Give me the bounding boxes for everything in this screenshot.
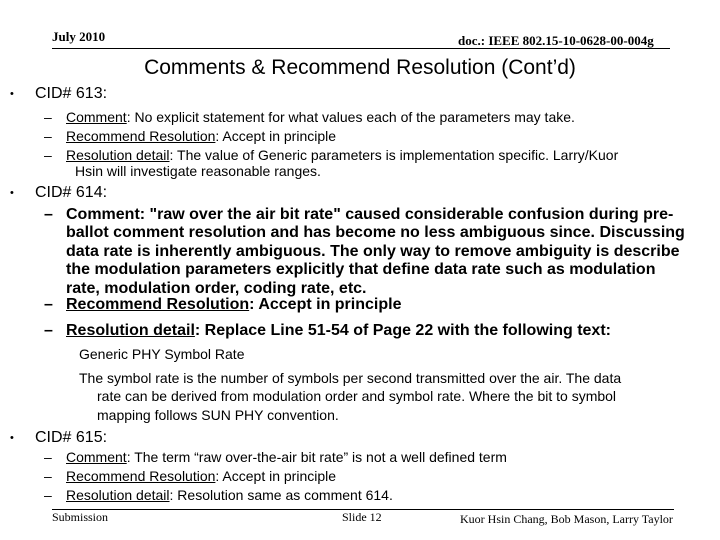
cid-615-heading: CID# 615:: [35, 429, 108, 446]
dash-615-detail: –: [44, 487, 52, 503]
cid-614-heading: CID# 614:: [35, 184, 108, 201]
dash-614-detail: –: [44, 322, 53, 339]
cid-613-heading: CID# 613:: [35, 85, 108, 102]
quote-line-1: The symbol rate is the number of symbols per second transmitted over the air. The data: [79, 370, 622, 386]
detail-text: : Replace Line 51-54 of Page 22 with the following text:: [194, 322, 611, 339]
dash-613-detail: –: [44, 147, 52, 163]
comment-label: Comment: [66, 109, 127, 125]
comment-text: : The term “raw over-the-air bit rate” is not a well defined term: [126, 449, 507, 465]
cid-614-comment-line-2: ballot comment resolution and has become no less ambiguous since. Discussing: [66, 224, 685, 242]
cid-614-detail: [66, 322, 611, 340]
header-rule: [52, 48, 670, 49]
comment-text: : No explicit statement for what values each of the parameters may take.: [126, 109, 575, 125]
cid-615-resolution: [66, 468, 336, 484]
resolution-text: : Accept in principle: [215, 128, 337, 144]
footer-authors: Kuor Hsin Chang, Bob Mason, Larry Taylor: [460, 512, 673, 526]
detail-text: : Resolution same as comment 614.: [169, 487, 393, 503]
cid-614-comment-line-3: data rate is inherently ambiguous. The only way to remove ambiguity is describe: [66, 242, 680, 260]
quote-line-3: mapping follows SUN PHY convention.: [97, 407, 339, 423]
header-doc-id: doc.: IEEE 802.15-10-0628-00-004g: [458, 33, 654, 48]
detail-label: Resolution detail: [66, 487, 170, 503]
quote-line-2: rate can be derived from modulation order and symbol rate. Where the bit to symbol: [97, 388, 617, 404]
detail-text: : The value of Generic parameters is implementation specific. Larry/Kuor: [169, 147, 619, 163]
detail-label: Resolution detail: [66, 322, 195, 339]
dash-615-comment: –: [44, 449, 52, 465]
dash-614-comment: –: [44, 206, 53, 223]
cid-613-comment: [66, 109, 575, 125]
cid-615-comment: [66, 449, 507, 465]
detail-label: Resolution detail: [66, 147, 170, 163]
resolution-label: Recommend Resolution: [66, 468, 216, 484]
resolution-text: : Accept in principle: [249, 296, 402, 313]
resolution-label: Recommend Resolution: [66, 296, 250, 313]
cid-614-resolution: [66, 296, 401, 314]
resolution-label: Recommend Resolution: [66, 128, 216, 144]
bullet-615: •: [10, 432, 14, 444]
bullet-614: •: [10, 187, 14, 199]
bullet-613: •: [10, 88, 14, 100]
cid-615-detail: [66, 487, 393, 503]
cid-614-comment-line-4: the modulation parameters explicitly that define data rate such as modulation: [66, 261, 656, 279]
cid-614-comment-line-5: rate, modulation order, coding rate, etc.: [66, 279, 367, 297]
comment-label: Comment: [66, 449, 127, 465]
cid-613-detail: [66, 147, 618, 163]
cid-613-resolution: [66, 128, 336, 144]
cid-613-detail-cont: Hsin will investigate reasonable ranges.: [75, 163, 321, 179]
slide-title: Comments & Recommend Resolution (Cont’d): [144, 56, 576, 79]
dash-615-resolution: –: [44, 468, 52, 484]
footer-slide-number: Slide 12: [342, 510, 382, 524]
quote-heading: Generic PHY Symbol Rate: [79, 346, 245, 362]
resolution-text: : Accept in principle: [215, 468, 337, 484]
dash-614-resolution: –: [44, 296, 53, 313]
dash-613-comment: –: [44, 109, 52, 125]
cid-614-comment-line-1: Comment: "raw over the air bit rate" caused considerable confusion during pre-: [66, 206, 674, 223]
dash-613-resolution: –: [44, 128, 52, 144]
header-date: July 2010: [52, 29, 106, 44]
footer-submission: Submission: [52, 510, 109, 524]
